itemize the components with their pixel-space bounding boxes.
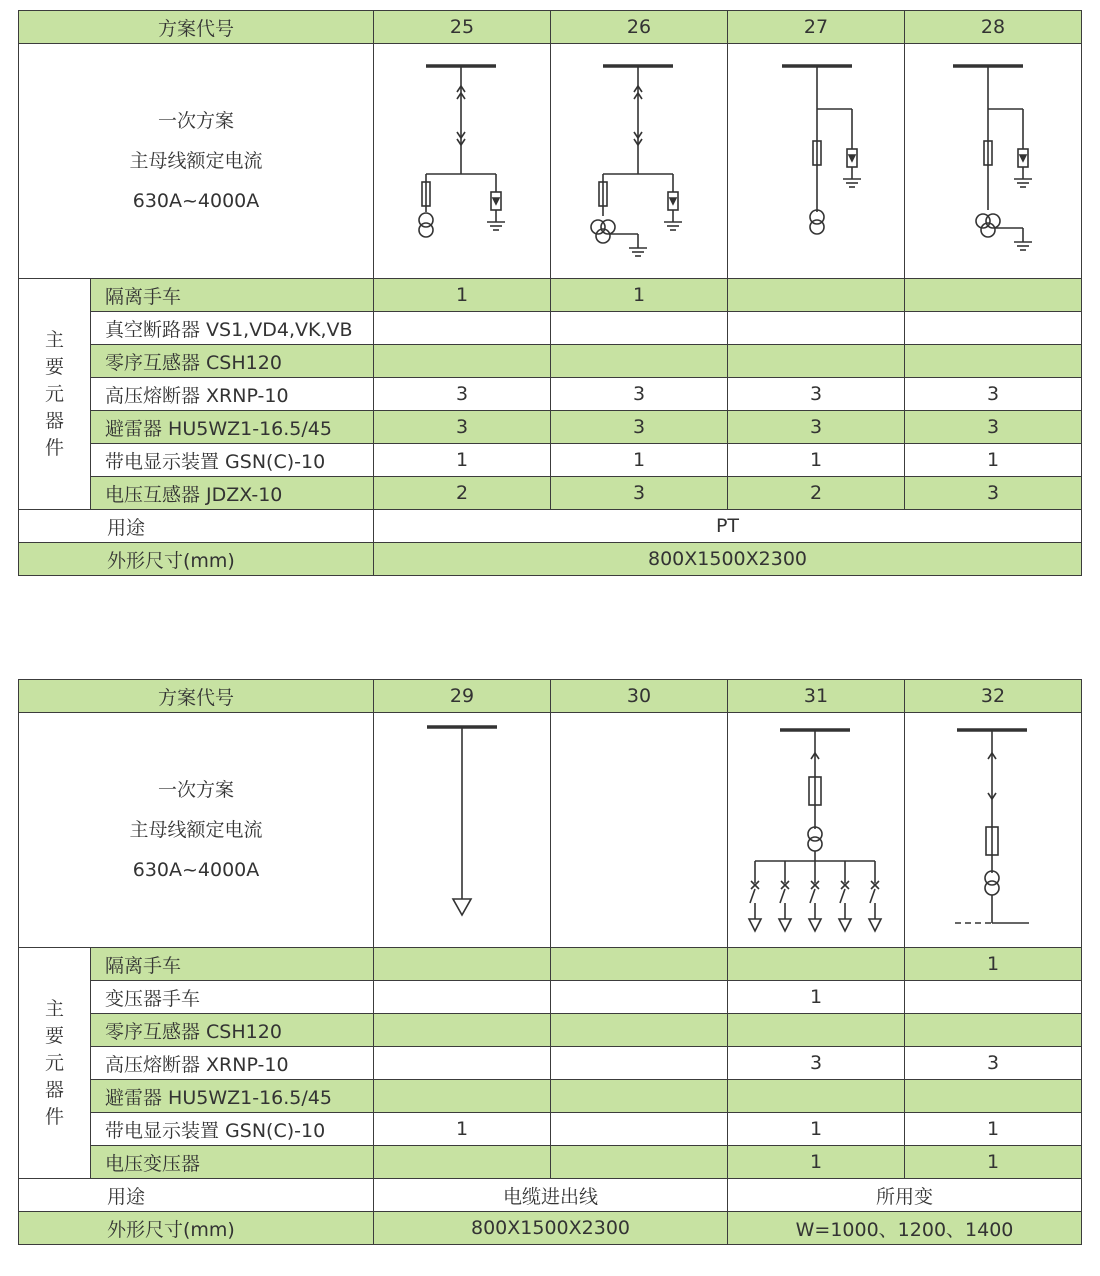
table-row <box>19 1113 1082 1146</box>
item-name: 高压熔断器 XRNP-10 <box>91 378 374 411</box>
cell-value: 3 <box>905 1047 1082 1080</box>
usage-value-left: 电缆进出线 <box>374 1179 728 1212</box>
circuit-diagram-32 <box>905 713 1082 948</box>
size-label: 外形尺寸(mm) <box>19 543 374 576</box>
cell-value: 1 <box>728 444 905 477</box>
cell-value <box>374 1047 551 1080</box>
primary-scheme-label <box>19 44 374 279</box>
item-name: 电压互感器 JDZX-10 <box>91 477 374 510</box>
item-name: 避雷器 HU5WZ1-16.5/45 <box>91 411 374 444</box>
table-row <box>19 411 1082 444</box>
scheme-code-32: 32 <box>905 680 1082 713</box>
cell-value: 3 <box>905 378 1082 411</box>
cell-value: 1 <box>728 1113 905 1146</box>
cell-value <box>905 1080 1082 1113</box>
item-name: 隔离手车 <box>91 279 374 312</box>
size-label: 外形尺寸(mm) <box>19 1212 374 1245</box>
item-name: 零序互感器 CSH120 <box>91 345 374 378</box>
table-row <box>19 1047 1082 1080</box>
group-char: 要 <box>44 355 64 378</box>
cell-value <box>905 345 1082 378</box>
cell-value <box>374 981 551 1014</box>
primary-scheme-label <box>19 713 374 948</box>
cell-value <box>551 1146 728 1179</box>
cell-value: 1 <box>374 1113 551 1146</box>
circuit-diagram-29 <box>374 713 551 948</box>
cell-value <box>728 312 905 345</box>
cell-value: 1 <box>905 948 1082 981</box>
usage-value: PT <box>374 510 1082 543</box>
usage-row <box>19 1179 1082 1212</box>
scheme-code-28: 28 <box>905 11 1082 44</box>
cell-value: 3 <box>374 411 551 444</box>
circuit-diagram-26 <box>551 44 728 279</box>
group-char: 元 <box>44 1051 64 1074</box>
cell-value <box>905 312 1082 345</box>
circuit-diagram-28 <box>905 44 1082 279</box>
table-row <box>19 345 1082 378</box>
cell-value: 3 <box>551 477 728 510</box>
cell-value <box>728 345 905 378</box>
size-value-left: 800X1500X2300 <box>374 1212 728 1245</box>
busbar-current-title: 主母线额定电流 <box>129 819 263 841</box>
cell-value: 2 <box>728 477 905 510</box>
group-char: 要 <box>44 1024 64 1047</box>
group-char: 器 <box>44 1078 64 1101</box>
cell-value: 3 <box>905 477 1082 510</box>
group-char: 主 <box>44 328 64 351</box>
cell-value <box>905 1014 1082 1047</box>
group-char: 件 <box>44 1105 64 1128</box>
cell-value: 1 <box>374 444 551 477</box>
size-row <box>19 543 1082 576</box>
cell-value: 1 <box>728 1146 905 1179</box>
scheme-code-27: 27 <box>728 11 905 44</box>
group-char: 元 <box>44 382 64 405</box>
cell-value <box>374 948 551 981</box>
cell-value <box>551 345 728 378</box>
cell-value <box>374 1080 551 1113</box>
primary-scheme-title: 一次方案 <box>158 779 235 801</box>
cell-value <box>551 1113 728 1146</box>
main-components-label <box>19 279 91 510</box>
item-name: 高压熔断器 XRNP-10 <box>91 1047 374 1080</box>
cell-value: 1 <box>905 1113 1082 1146</box>
table-row <box>19 1080 1082 1113</box>
cell-value <box>728 948 905 981</box>
circuit-diagram-27 <box>728 44 905 279</box>
cell-value: 3 <box>728 378 905 411</box>
table-row <box>19 444 1082 477</box>
diagram-row <box>19 44 1082 279</box>
usage-row <box>19 510 1082 543</box>
cell-value <box>551 1080 728 1113</box>
cell-value: 1 <box>728 981 905 1014</box>
scheme-code-label: 方案代号 <box>19 11 374 44</box>
table-header-row <box>19 680 1082 713</box>
cell-value: 3 <box>728 1047 905 1080</box>
item-name: 带电显示装置 GSN(C)-10 <box>91 444 374 477</box>
scheme-table-1 <box>18 10 1082 576</box>
table-row <box>19 312 1082 345</box>
cell-value <box>728 1080 905 1113</box>
scheme-table-2 <box>18 679 1082 1245</box>
circuit-diagram-30 <box>551 713 728 948</box>
cell-value <box>374 312 551 345</box>
cell-value: 1 <box>905 444 1082 477</box>
busbar-current-range: 630A~4000A <box>132 859 260 881</box>
usage-label: 用途 <box>19 1179 374 1212</box>
cell-value: 3 <box>551 411 728 444</box>
usage-label: 用途 <box>19 510 374 543</box>
cell-value <box>374 1014 551 1047</box>
table-row <box>19 378 1082 411</box>
scheme-code-25: 25 <box>374 11 551 44</box>
cell-value <box>374 345 551 378</box>
item-name: 变压器手车 <box>91 981 374 1014</box>
cell-value: 1 <box>905 1146 1082 1179</box>
item-name: 零序互感器 CSH120 <box>91 1014 374 1047</box>
circuit-diagram-31 <box>728 713 905 948</box>
diagram-row <box>19 713 1082 948</box>
scheme-code-31: 31 <box>728 680 905 713</box>
item-name: 真空断路器 VS1,VD4,VK,VB <box>91 312 374 345</box>
cell-value: 3 <box>728 411 905 444</box>
table-header-row <box>19 11 1082 44</box>
cell-value <box>551 1014 728 1047</box>
busbar-current-title: 主母线额定电流 <box>129 150 263 172</box>
table-row <box>19 279 1082 312</box>
cell-value <box>551 1047 728 1080</box>
group-char: 器 <box>44 409 64 432</box>
size-value: 800X1500X2300 <box>374 543 1082 576</box>
group-char: 件 <box>44 436 64 459</box>
cell-value <box>728 1014 905 1047</box>
cell-value <box>551 948 728 981</box>
cell-value: 1 <box>551 279 728 312</box>
item-name: 电压变压器 <box>91 1146 374 1179</box>
cell-value: 3 <box>551 378 728 411</box>
scheme-code-label: 方案代号 <box>19 680 374 713</box>
cell-value <box>905 279 1082 312</box>
cell-value <box>551 981 728 1014</box>
group-char: 主 <box>44 997 64 1020</box>
scheme-code-29: 29 <box>374 680 551 713</box>
size-value-right: W=1000、1200、1400 <box>728 1212 1082 1245</box>
table-row <box>19 981 1082 1014</box>
item-name: 避雷器 HU5WZ1-16.5/45 <box>91 1080 374 1113</box>
table-row <box>19 1014 1082 1047</box>
usage-value-right: 所用变 <box>728 1179 1082 1212</box>
size-row <box>19 1212 1082 1245</box>
cell-value: 2 <box>374 477 551 510</box>
table-row <box>19 477 1082 510</box>
table-row <box>19 1146 1082 1179</box>
table-row <box>19 948 1082 981</box>
busbar-current-range: 630A~4000A <box>132 190 260 212</box>
item-name: 带电显示装置 GSN(C)-10 <box>91 1113 374 1146</box>
scheme-code-26: 26 <box>551 11 728 44</box>
cell-value: 3 <box>905 411 1082 444</box>
cell-value <box>905 981 1082 1014</box>
main-components-label <box>19 948 91 1179</box>
cell-value <box>374 1146 551 1179</box>
cell-value: 1 <box>374 279 551 312</box>
item-name: 隔离手车 <box>91 948 374 981</box>
circuit-diagram-25 <box>374 44 551 279</box>
cell-value: 3 <box>374 378 551 411</box>
scheme-code-30: 30 <box>551 680 728 713</box>
cell-value <box>551 312 728 345</box>
cell-value: 1 <box>551 444 728 477</box>
primary-scheme-title: 一次方案 <box>158 110 235 132</box>
cell-value <box>728 279 905 312</box>
